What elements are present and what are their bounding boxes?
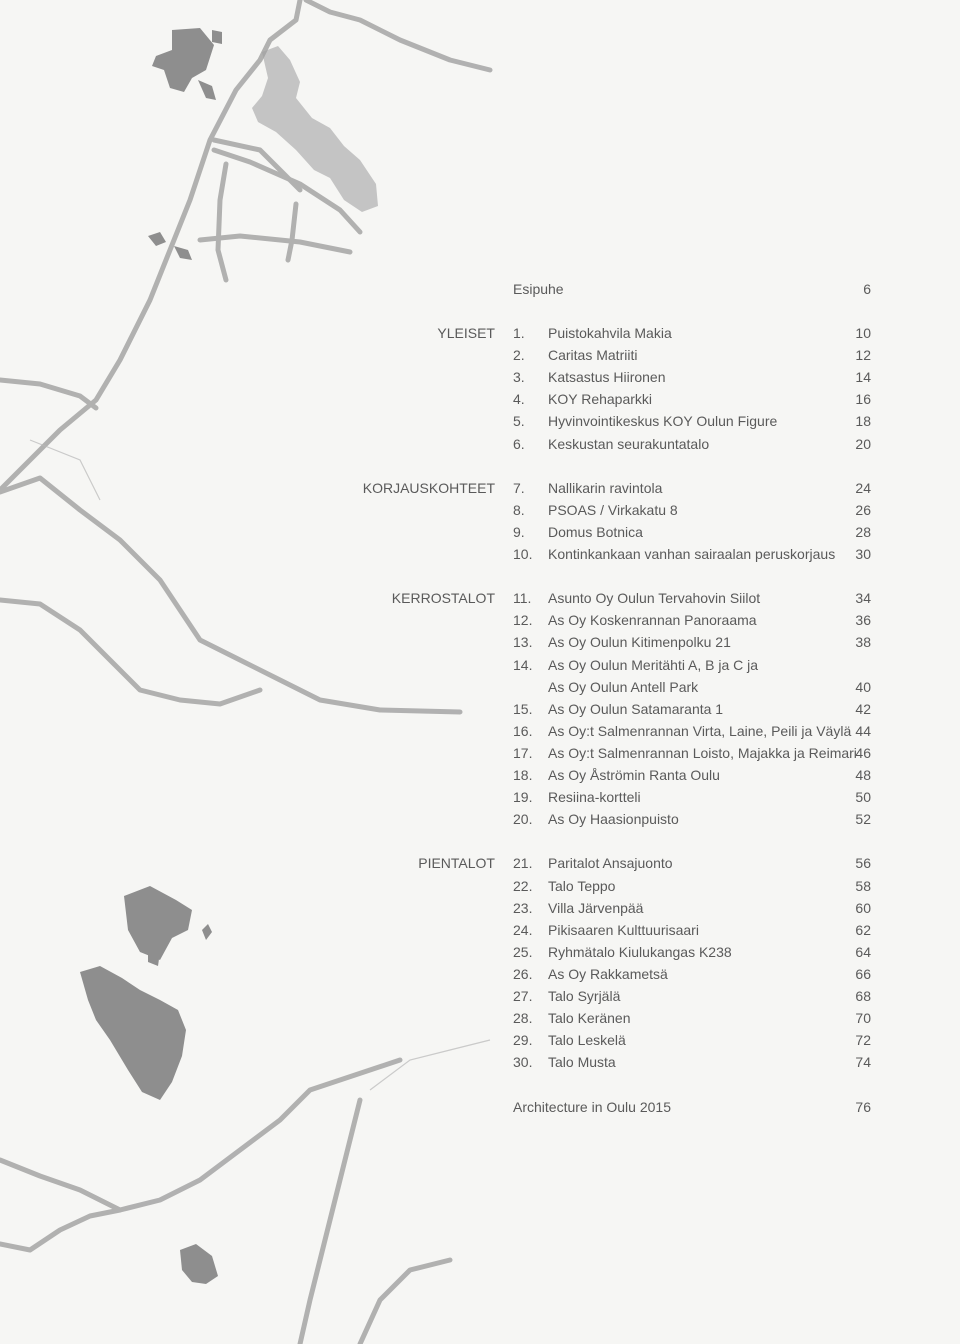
toc-entry	[0, 278, 960, 300]
entry-page-number: 44	[855, 722, 871, 739]
entry-number: 8.	[513, 501, 525, 518]
entry-number: 3.	[513, 369, 525, 386]
entry-title: As Oy:t Salmenrannan Loisto, Majakka ja Reimari	[548, 744, 857, 761]
entry-title: As Oy:t Salmenrannan Virta, Laine, Peili ja Väylä	[548, 722, 852, 739]
entry-title: Domus Botnica	[548, 523, 643, 540]
entry-number: 29.	[513, 1032, 533, 1049]
entry-title: Talo Syrjälä	[548, 988, 621, 1004]
toc-entry	[0, 808, 960, 830]
entry-page-number: 42	[855, 700, 871, 717]
entry-title: Kontinkankaan vanhan sairaalan peruskorjaus	[548, 546, 836, 562]
entry-page-number: 36	[855, 612, 871, 629]
toc-entry	[0, 963, 960, 985]
toc-entry	[0, 676, 960, 698]
entry-page-number: 60	[855, 899, 871, 916]
entry-title: Katsastus Hiironen	[548, 369, 666, 386]
toc-entry	[0, 543, 960, 565]
entry-number: 9.	[513, 523, 525, 540]
entry-number: 1.	[513, 325, 525, 341]
entry-number: 5.	[513, 413, 525, 430]
toc-entry	[0, 1007, 960, 1029]
entry-number: 25.	[513, 943, 533, 960]
entry-page-number: 6	[863, 281, 871, 297]
entry-number: 17.	[513, 744, 533, 761]
entry-number: 26.	[513, 965, 533, 982]
toc-entry	[0, 698, 960, 720]
toc-entry	[0, 433, 960, 455]
entry-number: 20.	[513, 811, 533, 828]
toc-entry	[0, 587, 960, 609]
entry-title: Keskustan seurakuntatalo	[548, 435, 710, 452]
entry-title: Nallikarin ravintola	[548, 479, 663, 496]
entry-page-number: 38	[855, 634, 871, 651]
entry-title: Ryhmätalo Kiulukangas K238	[548, 943, 732, 960]
toc-entry	[0, 875, 960, 897]
entry-page-number: 12	[855, 347, 871, 364]
entry-page-number: 24	[855, 479, 871, 496]
entry-number: 4.	[513, 391, 525, 408]
entry-number: 2.	[513, 347, 525, 364]
entry-title: Caritas Matriiti	[548, 347, 638, 364]
toc-entry	[0, 388, 960, 410]
toc-entry	[0, 1051, 960, 1073]
entry-number: 16.	[513, 722, 533, 739]
entry-number: 27.	[513, 988, 533, 1004]
entry-page-number: 56	[855, 855, 871, 872]
entry-page-number: 20	[855, 435, 871, 452]
entry-number: 18.	[513, 767, 533, 783]
toc-entry	[0, 1029, 960, 1051]
entry-page-number: 14	[855, 369, 871, 386]
toc-entry	[0, 720, 960, 742]
toc-entry	[0, 919, 960, 941]
entry-page-number: 58	[855, 877, 871, 894]
entry-title: Talo Keränen	[548, 1010, 631, 1027]
toc-entry	[0, 852, 960, 874]
entry-number: 10.	[513, 546, 533, 562]
entry-page-number: 74	[855, 1054, 871, 1071]
entry-page-number: 48	[855, 767, 871, 783]
entry-page-number: 70	[855, 1010, 871, 1027]
entry-page-number: 46	[855, 744, 871, 761]
entry-number: 6.	[513, 435, 525, 452]
entry-number: 7.	[513, 479, 525, 496]
entry-number: 11.	[513, 590, 532, 607]
toc-entry	[0, 322, 960, 344]
entry-number: 14.	[513, 656, 533, 673]
entry-page-number: 16	[855, 391, 871, 408]
entry-page-number: 34	[855, 590, 871, 607]
entry-number: 19.	[513, 789, 533, 806]
entry-title: Villa Järvenpää	[548, 899, 644, 916]
toc-entry	[0, 786, 960, 808]
entry-title: As Oy Oulun Antell Park	[548, 678, 699, 695]
toc-entry	[0, 985, 960, 1007]
section-heading: KORJAUSKOHTEET	[362, 479, 495, 496]
toc-entry	[0, 764, 960, 786]
entry-page-number: 76	[855, 1099, 871, 1115]
entry-number: 13.	[513, 634, 533, 651]
entry-title: Talo Teppo	[548, 877, 616, 894]
toc-entry	[0, 344, 960, 366]
entry-title: Talo Leskelä	[548, 1032, 626, 1049]
toc-entry	[0, 521, 960, 543]
entry-title: As Oy Rakkametsä	[548, 965, 668, 982]
entry-number: 30.	[513, 1054, 533, 1071]
entry-title: As Oy Oulun Meritähti A, B ja C ja	[548, 656, 759, 673]
entry-title: As Oy Haasionpuisto	[548, 811, 679, 828]
entry-title: PSOAS / Virkakatu 8	[548, 501, 678, 518]
entry-number: 22.	[513, 877, 533, 894]
entry-page-number: 26	[855, 501, 871, 518]
entry-page-number: 64	[855, 943, 871, 960]
entry-title: Resiina-kortteli	[548, 789, 641, 806]
entry-number: 28.	[513, 1010, 533, 1027]
entry-title: Esipuhe	[513, 281, 564, 297]
entry-number: 21.	[513, 855, 533, 872]
entry-title: Architecture in Oulu 2015	[513, 1099, 671, 1115]
entry-page-number: 66	[855, 965, 871, 982]
entry-number: 23.	[513, 899, 533, 916]
section-heading: YLEISET	[437, 325, 495, 341]
entry-page-number: 52	[855, 811, 871, 828]
toc-entry	[0, 1096, 960, 1118]
toc-entry	[0, 941, 960, 963]
entry-number: 15.	[513, 700, 533, 717]
entry-title: As Oy Åströmin Ranta Oulu	[548, 767, 720, 783]
toc-entry	[0, 609, 960, 631]
entry-page-number: 72	[855, 1032, 871, 1049]
toc-entry	[0, 742, 960, 764]
entry-number: 12.	[513, 612, 533, 629]
entry-page-number: 10	[855, 325, 871, 341]
section-heading: PIENTALOT	[418, 855, 495, 872]
entry-title: Puistokahvila Makia	[548, 325, 672, 341]
entry-title: As Oy Oulun Satamaranta 1	[548, 700, 724, 717]
entry-page-number: 18	[855, 413, 871, 430]
toc-entry	[0, 499, 960, 521]
entry-page-number: 28	[855, 523, 871, 540]
entry-page-number: 40	[855, 678, 871, 695]
entry-title: Hyvinvointikeskus KOY Oulun Figure	[548, 413, 778, 430]
entry-title: Paritalot Ansajuonto	[548, 855, 673, 872]
section-heading: KERROSTALOT	[391, 590, 495, 607]
entry-title: Asunto Oy Oulun Tervahovin Siilot	[548, 590, 761, 607]
entry-page-number: 30	[855, 546, 871, 562]
toc-entry	[0, 897, 960, 919]
entry-page-number: 50	[855, 789, 871, 806]
toc-entry	[0, 631, 960, 653]
toc-entry	[0, 654, 960, 676]
entry-page-number: 62	[855, 921, 871, 938]
entry-title: As Oy Oulun Kitimenpolku 21	[548, 634, 731, 651]
entry-title: Pikisaaren Kulttuurisaari	[548, 921, 699, 938]
entry-title: KOY Rehaparkki	[548, 391, 653, 408]
toc-entry	[0, 366, 960, 388]
toc-entry	[0, 477, 960, 499]
entry-title: Talo Musta	[548, 1054, 616, 1071]
entry-number: 24.	[513, 921, 533, 938]
toc-entry	[0, 410, 960, 432]
entry-page-number: 68	[855, 988, 871, 1004]
entry-title: As Oy Koskenrannan Panoraama	[548, 612, 757, 629]
